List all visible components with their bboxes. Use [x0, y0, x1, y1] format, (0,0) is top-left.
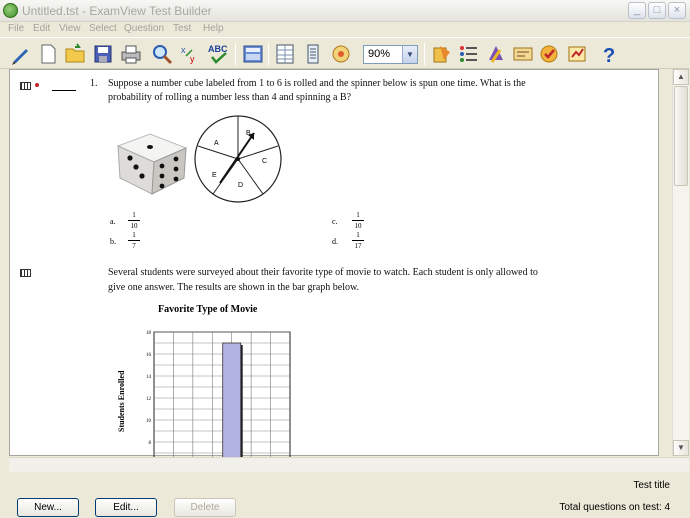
chart-y-axis-label: Students Enrolled [117, 370, 126, 432]
examview-app-icon [3, 3, 18, 18]
chart-y-tick-label: 18 [146, 331, 151, 336]
option-fraction: 1 17 [352, 231, 364, 250]
svg-text:x: x [181, 45, 186, 55]
award-icon[interactable] [484, 42, 508, 66]
spinner-label: E [212, 172, 217, 179]
option-letter: a. [110, 217, 116, 226]
open-folder-icon[interactable] [63, 42, 87, 66]
maximize-button[interactable]: □ [648, 2, 666, 19]
menu-help[interactable]: Help [203, 23, 224, 34]
spinner-label: D [238, 182, 244, 189]
horizontal-scroll-area [9, 457, 689, 472]
question-text-line: give one answer. The results are shown in the bar graph below. [108, 282, 360, 293]
chart-plot-frame [154, 332, 290, 460]
new-document-icon[interactable] [36, 42, 60, 66]
option-letter: c. [332, 217, 338, 226]
chart-y-tick-label: 14 [146, 375, 151, 380]
scroll-down-icon[interactable]: ▼ [673, 440, 689, 456]
window-title: Untitled.tst - ExamView Test Builder [22, 4, 212, 18]
vertical-scrollbar[interactable] [672, 69, 689, 456]
option-fraction: 1 7 [128, 231, 140, 250]
menu-bar [0, 22, 690, 37]
report-icon[interactable] [565, 42, 589, 66]
list-view-icon[interactable] [301, 42, 325, 66]
menu-select[interactable]: Select [89, 23, 117, 34]
scroll-up-icon[interactable]: ▲ [673, 69, 689, 85]
option-letter: d. [332, 237, 338, 246]
chevron-down-icon[interactable]: ▼ [402, 46, 417, 63]
chart-y-tick-label: 16 [146, 353, 151, 358]
pointer-icon[interactable] [9, 42, 33, 66]
chart-bar [223, 343, 241, 460]
toolbar-separator [424, 43, 425, 65]
question-type-icon[interactable] [430, 42, 454, 66]
question-marker-icon[interactable] [20, 82, 31, 90]
number-cube-image [110, 126, 190, 196]
close-button[interactable]: × [668, 2, 686, 19]
spellcheck-icon[interactable] [207, 42, 231, 66]
question-text-line: Several students were surveyed about their favorite type of movie to watch. Each student is only allowed to [108, 267, 538, 278]
svg-text:?: ? [603, 45, 616, 67]
media-icon[interactable] [329, 42, 353, 66]
scoring-icon[interactable] [511, 42, 535, 66]
toolbar [0, 37, 690, 69]
chart-y-tick-label: 8 [148, 441, 151, 446]
test-document[interactable] [9, 69, 659, 456]
question-text-line: probability of rolling a number less than 4 and spinning a B? [108, 92, 352, 103]
question-number: 1. [90, 78, 98, 89]
toolbar-separator [268, 43, 269, 65]
scroll-thumb[interactable] [674, 86, 688, 186]
option-fraction: 1 10 [352, 211, 364, 230]
calculator-icon[interactable] [241, 42, 265, 66]
answer-blank [52, 90, 76, 91]
chart-title: Favorite Type of Movie [158, 304, 258, 315]
replace-icon[interactable] [178, 42, 202, 66]
spinner-label: C [262, 158, 268, 165]
svg-text:y: y [190, 54, 195, 64]
print-icon[interactable] [119, 42, 143, 66]
option-fraction: 1 10 [128, 211, 140, 230]
question-marker-icon[interactable] [20, 269, 31, 277]
bookmark-dot-icon [35, 83, 39, 87]
menu-edit[interactable]: Edit [33, 23, 51, 34]
test-title-label: Test title [633, 480, 670, 491]
menu-test[interactable]: Test [173, 23, 192, 34]
checklist-icon[interactable] [457, 42, 481, 66]
zoom-select[interactable] [363, 45, 418, 64]
chart-y-tick-label: 10 [146, 419, 151, 424]
zoom-value: 90% [368, 48, 391, 60]
option-letter: b. [110, 237, 116, 246]
question-text-line: Suppose a number cube labeled from 1 to 6 is rolled and the spinner below is spun one time. What is the [108, 78, 526, 89]
menu-question[interactable]: Question [124, 23, 165, 34]
toolbar-separator [235, 43, 236, 65]
help-icon[interactable] [597, 42, 621, 66]
spinner-label: A [214, 140, 219, 147]
svg-text:ABC: ABC [208, 44, 228, 54]
menu-view[interactable]: View [59, 23, 81, 34]
edit-button[interactable]: Edit... [95, 498, 157, 517]
menu-file[interactable]: File [8, 23, 25, 34]
bar-chart [110, 300, 310, 460]
new-button[interactable]: New... [17, 498, 79, 517]
total-questions-label: Total questions on test: 4 [559, 502, 670, 513]
spinner-label: B [246, 130, 251, 137]
delete-button[interactable]: Delete [174, 498, 236, 517]
test-builder-icon[interactable] [538, 42, 562, 66]
chart-y-tick-label: 12 [146, 397, 151, 402]
test-info-panel [0, 472, 690, 518]
table-icon[interactable] [273, 42, 297, 66]
minimize-button[interactable]: _ [628, 2, 646, 19]
save-icon[interactable] [91, 42, 115, 66]
title-bar [0, 0, 690, 22]
find-icon[interactable] [150, 42, 174, 66]
spinner-image [192, 113, 284, 205]
